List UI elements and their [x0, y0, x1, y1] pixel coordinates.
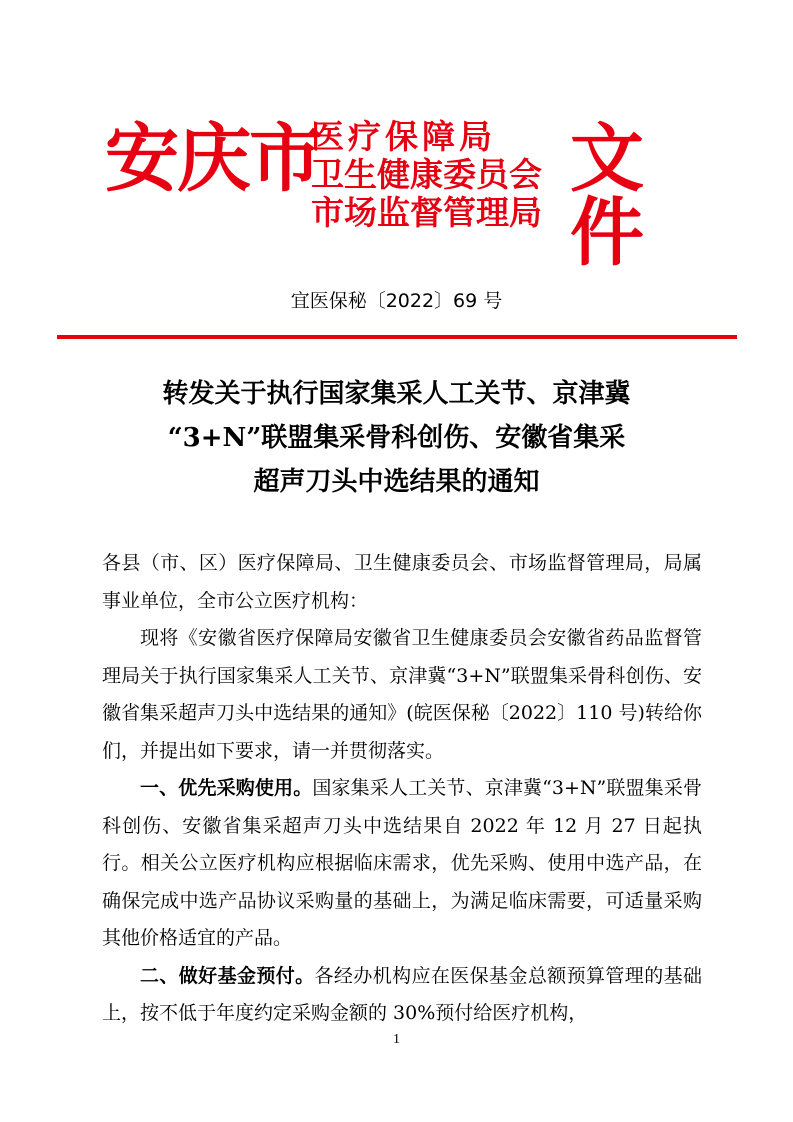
recipients-paragraph: 各县（市、区）医疗保障局、卫生健康委员会、市场监督管理局，局属事业单位，全市公立医疗机构： — [102, 552, 702, 612]
issuer-agencies — [311, 118, 566, 232]
page-number: 1 — [393, 1032, 400, 1047]
section-1-paragraph — [102, 770, 702, 958]
title-line-3: 超声刀头中选结果的通知 — [253, 467, 540, 497]
agency-medical-security: 医疗保障局 — [311, 117, 496, 156]
document-header — [105, 110, 695, 276]
title-line-1: 转发关于执行国家集采人工关节、京津冀 — [162, 379, 631, 409]
agency-health-commission: 卫生健康委员会 — [311, 155, 542, 194]
title-line-2: “3+N”联盟集采骨科创伤、安徽省集采 — [167, 423, 626, 453]
red-separator-line — [57, 335, 737, 339]
section-2-heading: 二、做好基金预付。 — [140, 964, 315, 987]
section-1-heading: 一、优先采购使用。 — [140, 777, 313, 799]
document-title — [0, 372, 793, 504]
document-label: 文件 — [570, 116, 642, 276]
intro-paragraph: 现将《安徽省医疗保障局安徽省卫生健康委员会安徽省药品监督管理局关于执行国家集采人工关节、京津冀“3+N”联盟集采骨科创伤、安徽省集采超声刀头中选结果的通知》(皖医保秘〔2022〕110 号)转给你们，并提出如下要求，请一并贯彻落实。 — [102, 627, 702, 762]
agency-market-supervision: 市场监督管理局 — [311, 193, 542, 232]
section-2-paragraph — [102, 958, 702, 1033]
issuer-city: 安庆市 — [105, 116, 321, 202]
section-2-text: 各经办机构应在医保基金总额预算管理的基础上，按不低于年度约定采购金额的 30%预付给医疗机构， — [102, 964, 702, 1024]
document-body — [102, 545, 702, 1033]
section-1-text: 国家集采人工关节、京津冀“3+N”联盟集采骨科创伤、安徽省集采超声刀头中选结果自 2022 年 12 月 27 日起执行。相关公立医疗机构应根据临床需求，优先采购、使用中选产品，在确保完成中选产品协议采购量的基础上，为满足临床需要，可适量采购其他价格适宜的产品。 — [102, 777, 702, 949]
document-number: 宜医保秘〔2022〕69 号 — [290, 290, 503, 312]
